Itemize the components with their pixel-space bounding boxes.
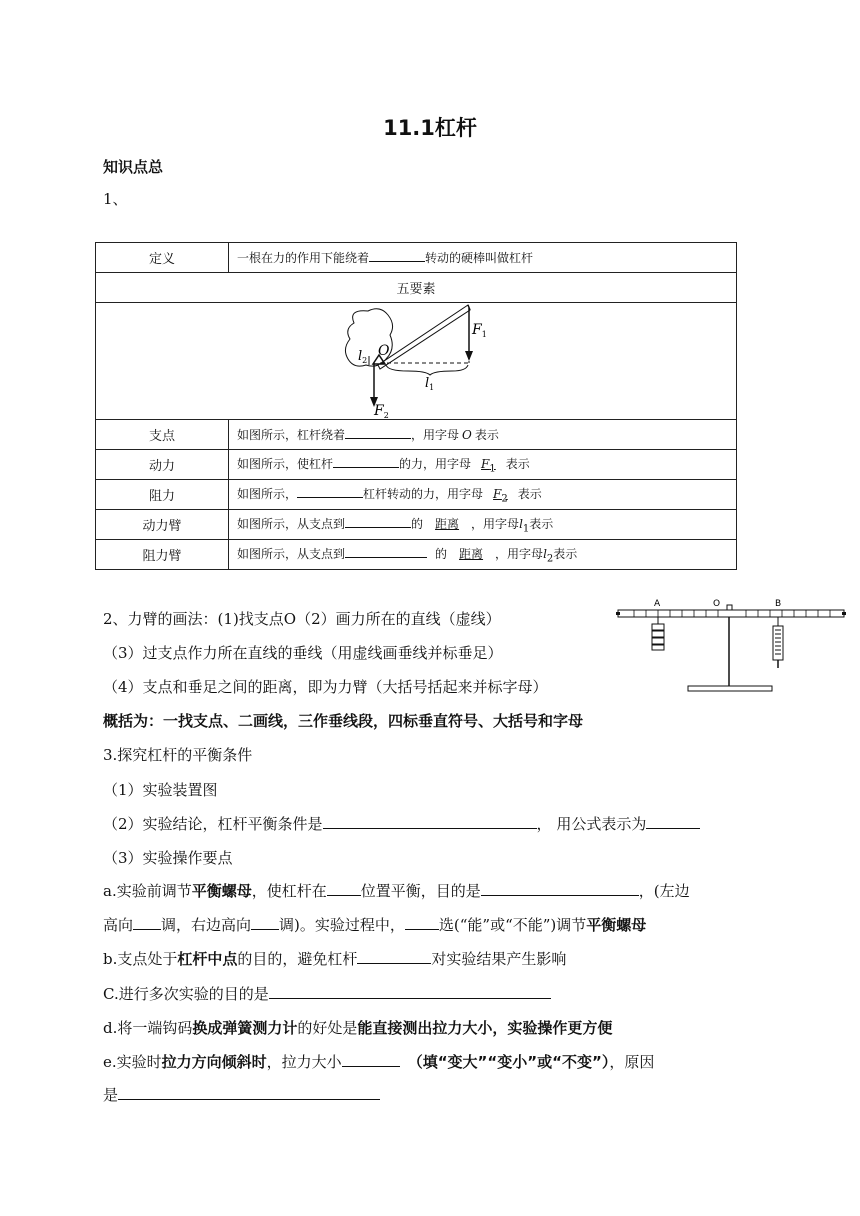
d-bold1: 换成弹簧测力计: [192, 1019, 298, 1037]
d-text1: d.将一端钩码: [103, 1019, 193, 1037]
resistance-value: [229, 480, 737, 510]
label-a: A: [654, 599, 661, 609]
a2-right-blank[interactable]: [251, 915, 279, 930]
effort-arm-value: [229, 510, 737, 540]
section3-step3: （3）实验操作要点: [103, 849, 233, 867]
a-text4: ，(左边: [638, 882, 690, 900]
section3-step2: [103, 814, 700, 834]
hanging-weights: [652, 624, 664, 650]
lever-diagram-cell: [96, 303, 737, 420]
definition-pre: 一根在力的作用下能绕着: [237, 251, 370, 265]
point-d: [103, 1018, 612, 1038]
o-label: O: [378, 343, 390, 359]
effort-blank[interactable]: [333, 455, 399, 468]
a-text3: 位置平衡，目的是: [360, 882, 481, 900]
effort-arm-mid2: ，用字母: [471, 516, 520, 531]
c-blank[interactable]: [269, 984, 551, 999]
effort-symbol: $F_1$: [481, 456, 496, 475]
section-heading: 知识点总: [103, 158, 164, 176]
table-row-fulcrum: [96, 420, 737, 450]
spring-scale-marks: [775, 630, 781, 654]
definition-value: [229, 243, 737, 273]
effort-key: 动力: [96, 450, 229, 480]
effort-arm-mid: 的: [411, 516, 424, 531]
effort-arm-post: 表示: [529, 516, 554, 531]
e2-text1: 是: [103, 1086, 119, 1104]
table-row-diagram: [96, 303, 737, 420]
definition-blank[interactable]: [369, 249, 425, 262]
a2-text2: 调，右边高向: [161, 916, 252, 934]
resistance-post: 表示: [517, 486, 542, 501]
e-size-blank[interactable]: [342, 1052, 400, 1067]
definition-key: 定义: [96, 243, 229, 273]
fulcrum-value: [229, 420, 737, 450]
b-blank[interactable]: [357, 949, 431, 964]
item-1-label: 1、: [103, 190, 128, 208]
resistance-arm-pre: 如图所示，从支点到: [237, 546, 346, 561]
section3-step1: （1）实验装置图: [103, 781, 218, 799]
a2-text1: 高向: [103, 916, 134, 934]
label-b: B: [775, 599, 782, 609]
resistance-arm-filled: 距离: [459, 546, 484, 561]
a-bold: 平衡螺母: [191, 882, 252, 900]
section2-summary: 概括为：一找支点、二画线，三作垂线段，四标垂直符号、大括号和字母: [103, 712, 584, 730]
resistance-arm-blank[interactable]: [345, 545, 427, 558]
effort-arm-filled: 距离: [435, 516, 460, 531]
e-text2: ，拉力大小: [266, 1053, 342, 1071]
point-a-line2: [103, 915, 646, 935]
page-title: 11.1杠杆: [383, 116, 477, 140]
five-elements-header: 五要素: [96, 273, 737, 303]
point-e-line2: [103, 1085, 380, 1105]
resistance-blank[interactable]: [297, 485, 363, 498]
table-row-effort-arm: [96, 510, 737, 540]
stand-base: [688, 686, 772, 691]
resistance-arm-value: [229, 540, 737, 570]
formula-blank[interactable]: [646, 814, 700, 829]
a2-text4: 选(“能”或“不能”)调节: [438, 916, 587, 934]
pivot-block: [727, 605, 732, 610]
b-text2: 的目的，避免杠杆: [237, 950, 358, 968]
e-bold2: （填“变大”“变小”或“不变”）: [407, 1053, 610, 1071]
table-row-definition: [96, 243, 737, 273]
table-row-header: [96, 273, 737, 303]
b-text1: b.支点处于: [103, 950, 178, 968]
lever-beam: [618, 610, 844, 617]
fulcrum-key: 支点: [96, 420, 229, 450]
fulcrum-letter: O: [462, 428, 472, 442]
a-text1: a.实验前调节: [103, 882, 192, 900]
fulcrum-post: 表示: [474, 428, 499, 442]
l1-label: $l_1$: [425, 376, 435, 392]
step2-mid: ， 用公式表示为: [536, 815, 647, 833]
e-bold1: 拉力方向倾斜时: [161, 1053, 267, 1071]
resistance-arm-key: 阻力臂: [96, 540, 229, 570]
a2-text3: 调)。实验过程中，: [279, 916, 405, 934]
fulcrum-pre: 如图所示，杠杆绕着: [237, 428, 346, 442]
b-bold: 杠杆中点: [177, 950, 238, 968]
resistance-arm-mid2: ，用字母: [495, 546, 544, 561]
b-text3: 对实验结果产生影响: [431, 950, 567, 968]
balance-condition-blank[interactable]: [323, 814, 537, 829]
effort-post: 表示: [505, 456, 530, 471]
fulcrum-blank[interactable]: [345, 426, 411, 439]
resistance-symbol: $F_2$: [493, 486, 508, 505]
step2-pre: （2）实验结论，杠杆平衡条件是: [103, 815, 323, 833]
e-text1: e.实验时: [103, 1053, 162, 1071]
effort-value: [229, 450, 737, 480]
l2-label: $l_2$: [358, 349, 368, 365]
lever-balance-figure: [612, 596, 852, 696]
effort-arm-key: 动力臂: [96, 510, 229, 540]
e-text3: ，原因: [609, 1053, 655, 1071]
left-nut: [616, 612, 620, 615]
a2-bold: 平衡螺母: [586, 916, 647, 934]
table-row-resistance-arm: [96, 540, 737, 570]
point-a-line1: [103, 881, 690, 901]
fulcrum-mid: ，用字母: [411, 428, 460, 442]
section2-line2: （3）过支点作力所在直线的垂线（用虚线画垂线并标垂足）: [103, 644, 503, 662]
effort-arm-blank[interactable]: [345, 515, 411, 528]
point-b: [103, 949, 566, 969]
section2-line3: （4）支点和垂足之间的距离，即为力臂（大括号括起来并标字母）: [103, 678, 548, 696]
resistance-arm-sub: 2: [546, 553, 554, 565]
e-reason-blank[interactable]: [118, 1085, 380, 1100]
point-c: [103, 984, 551, 1004]
resistance-key: 阻力: [96, 480, 229, 510]
effort-pre: 如图所示，使杠杆: [237, 456, 334, 471]
c-text1: C.进行多次实验的目的是: [103, 985, 269, 1003]
table-row-resistance: [96, 480, 737, 510]
f1-label: $F_1$: [472, 322, 487, 339]
a2-left-blank[interactable]: [133, 915, 161, 930]
f2-label: $F_2$: [374, 403, 389, 419]
section2-line1: 2、力臂的画法：(1)找支点O（2）画力所在的直线（虚线）: [103, 610, 501, 628]
a-purpose-blank[interactable]: [481, 881, 639, 896]
table-row-effort: [96, 450, 737, 480]
effort-arm-sub: 1: [522, 523, 530, 535]
effort-arm-letter: l: [519, 516, 523, 531]
f1-arrowhead: [465, 351, 473, 361]
right-nut: [842, 612, 846, 615]
resistance-arm-letter: l: [543, 546, 547, 561]
effort-arm-pre: 如图所示，从支点到: [237, 516, 346, 531]
lever-rod: [378, 305, 470, 369]
resistance-mid: 杠杆转动的力，用字母: [363, 486, 484, 501]
resistance-pre: 如图所示，: [237, 486, 298, 501]
definition-post: 转动的硬棒叫做杠杆: [425, 251, 534, 265]
lever-elements-table: [95, 242, 737, 570]
l1-brace: [386, 365, 468, 375]
a2-can-blank[interactable]: [405, 915, 439, 930]
a-position-blank[interactable]: [327, 881, 361, 896]
lever-diagram: [96, 303, 736, 419]
effort-mid: 的力，用字母: [399, 456, 472, 471]
point-e-line1: [103, 1052, 654, 1072]
d-text2: 的好处是: [297, 1019, 358, 1037]
resistance-arm-post: 表示: [553, 546, 578, 561]
section3-heading: 3.探究杠杆的平衡条件: [103, 746, 253, 764]
a-text2: ，使杠杆在: [251, 882, 327, 900]
spring-scale-body: [773, 626, 783, 660]
d-bold2: 能直接测出拉力大小，实验操作更方便: [357, 1019, 613, 1037]
resistance-arm-mid: 的: [435, 546, 448, 561]
label-o: O: [713, 599, 721, 609]
